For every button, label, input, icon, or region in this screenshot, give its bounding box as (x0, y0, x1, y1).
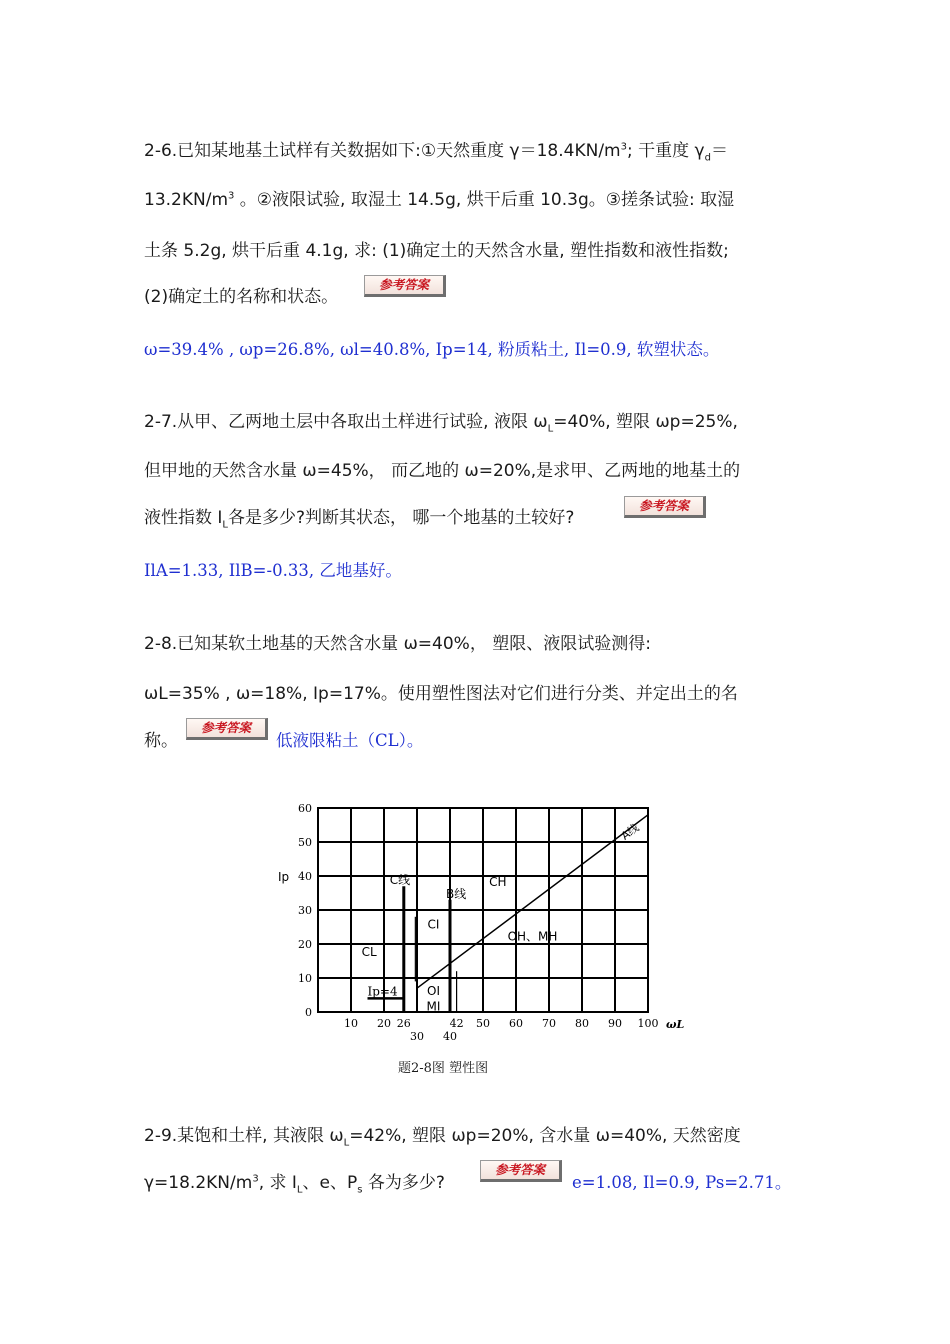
boundary-line-label: B线 (446, 886, 467, 901)
ip-4-label: Ip=4 (367, 984, 398, 999)
x-tick-label: 70 (542, 1017, 556, 1030)
q27-answer: IlA=1.33, IlB=-0.33, 乙地基好。 (144, 561, 402, 580)
q27-line3: 液性指数 $I_L$各是多少?判断其状态， 哪一个地基的土较好? (144, 508, 575, 531)
x-tick-label: 40 (443, 1030, 457, 1043)
q28-line1: 2-8.已知某软土地基的天然含水量 ω=40%， 塑限、液限试验测得: (144, 634, 651, 654)
x-tick-label: 90 (608, 1017, 622, 1030)
a-line (417, 815, 648, 988)
region-label: MI (426, 999, 441, 1014)
y-tick-label: 40 (298, 870, 312, 883)
q26-line2: $13.2KN/m^3$ 。②液限试验, 取湿土 14.5g, 烘干后重 10.3g。③搓条试验: 取湿 (144, 190, 735, 210)
q28-answer: 低液限粘土（CL）。 (276, 731, 424, 750)
reference-answer-button-q28[interactable]: 参考答案 (186, 718, 268, 740)
region-label: OH、MH (507, 929, 558, 944)
chart-grid (318, 808, 648, 1012)
x-tick-label: 50 (476, 1017, 490, 1030)
q28-line3: 称。 (144, 731, 178, 751)
y-tick-label: 10 (298, 972, 312, 985)
q26-answer: ω=39.4% , ωp=26.8%, ωl=40.8%, Ip=14, 粉质粘土, Il=0.9, 软塑状态。 (144, 340, 720, 359)
q29-answer: e=1.08, Il=0.9, Ps=2.71。 (572, 1173, 792, 1192)
q29-line1: 2-9.某饱和土样, 其液限 $\omega_L=42\%$, 塑限 ωp=20%, 含水量 ω=40%, 天然密度 (144, 1126, 741, 1149)
y-tick-label: 50 (298, 836, 312, 849)
y-tick-label: 60 (298, 802, 312, 815)
y-tick-labels (298, 802, 312, 1019)
region-label: CL (361, 944, 377, 959)
region-label: OI (427, 984, 440, 998)
q26-line4: (2)确定土的名称和状态。 (144, 287, 339, 307)
q27-line2: 但甲地的天然含水量 ω=45%， 而乙地的 ω=20%,是求甲、乙两地的地基土的 (144, 461, 741, 481)
q28-line2: ωL=35% , ω=18%, Ip=17%。使用塑性图法对它们进行分类、并定出土的名 (144, 684, 738, 704)
reference-answer-button-q26[interactable]: 参考答案 (364, 275, 446, 297)
boundary-line-label: C线 (389, 873, 411, 888)
reference-answer-button-q29[interactable]: 参考答案 (480, 1160, 562, 1182)
a-line-label: A线 (618, 821, 642, 843)
x-tick-label: 26 (396, 1017, 411, 1030)
x-tick-label: 20 (377, 1017, 391, 1030)
x-tick-label: 100 (637, 1017, 659, 1030)
q29-line2: $\gamma=18.2KN/m^3$, 求 $I_L$、e、$P_s$ 各为多少? (144, 1173, 445, 1196)
x-tick-label: 80 (575, 1017, 589, 1030)
x-tick-label: 10 (344, 1017, 358, 1030)
q26-line1: 2-6.已知某地基土试样有关数据如下:①天然重度 $\gamma=18.4KN/m^3$; 干重度 $\gamma_d=$ (144, 141, 728, 164)
x-tick-label: 60 (509, 1017, 523, 1030)
x-tick-label: 30 (410, 1030, 424, 1043)
q27-line1: 2-7.从甲、乙两地土层中各取出土样进行试验, 液限 $\omega_L=40\%$, 塑限 ωp=25%, (144, 412, 738, 435)
y-tick-label: 0 (305, 1006, 312, 1019)
x-tick-labels (344, 1017, 659, 1043)
x-axis-label: ωL (666, 1018, 685, 1031)
x-tick-label: 42 (449, 1017, 464, 1030)
chart-series (368, 815, 649, 1012)
reference-answer-button-q27[interactable]: 参考答案 (624, 496, 706, 518)
plasticity-chart (270, 795, 710, 1055)
chart-caption: 题2-8图 塑性图 (398, 1061, 489, 1076)
y-tick-label: 30 (298, 904, 312, 917)
y-axis-label: Ip (278, 870, 290, 884)
region-label: CH (489, 875, 507, 890)
y-tick-label: 20 (298, 938, 312, 951)
q26-line3: 土条 5.2g, 烘干后重 4.1g, 求: (1)确定土的天然含水量, 塑性指数和液性指数; (144, 241, 729, 261)
region-label: CI (427, 917, 440, 932)
